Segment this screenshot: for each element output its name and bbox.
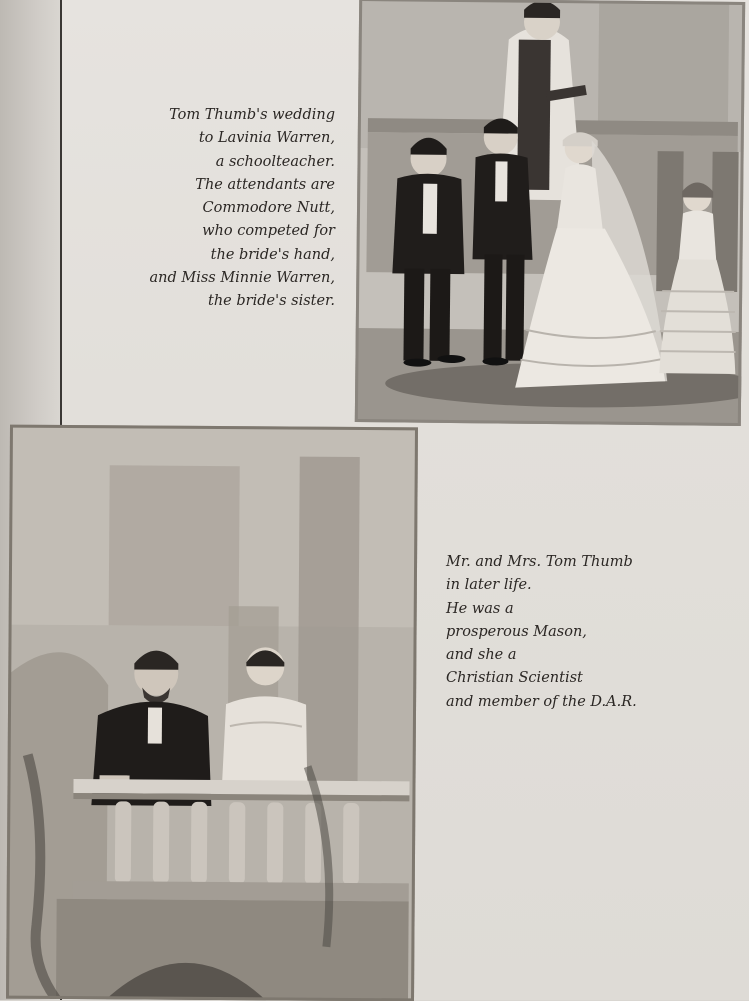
wedding-caption: [100, 104, 335, 314]
caption-line: Christian Scientist: [446, 670, 583, 687]
caption-line: Commodore Nutt,: [202, 200, 335, 217]
caption-line: and Miss Minnie Warren,: [149, 270, 335, 287]
caption-line: The attendants are: [195, 176, 335, 193]
caption-line: He was a: [446, 600, 514, 617]
later-life-photograph: [6, 425, 418, 1001]
caption-line: the bride's sister.: [208, 293, 335, 310]
caption-line: to Lavinia Warren,: [198, 130, 335, 147]
caption-line: prosperous Mason,: [446, 623, 587, 640]
caption-line: and she a: [446, 647, 517, 664]
caption-line: Tom Thumb's wedding: [169, 107, 335, 123]
caption-line: and member of the D.A.R.: [446, 693, 637, 710]
caption-line: Mr. and Mrs. Tom Thumb: [446, 554, 633, 570]
caption-line: who competed for: [202, 223, 335, 240]
wedding-illustration: [355, 0, 745, 426]
caption-line: a schoolteacher.: [215, 153, 335, 170]
wedding-illustration-drawing: [355, 0, 745, 426]
later-life-photograph-drawing: [6, 425, 418, 1001]
caption-line: the bride's hand,: [210, 246, 335, 263]
caption-line: in later life.: [446, 577, 532, 594]
later-life-caption: [446, 551, 686, 714]
